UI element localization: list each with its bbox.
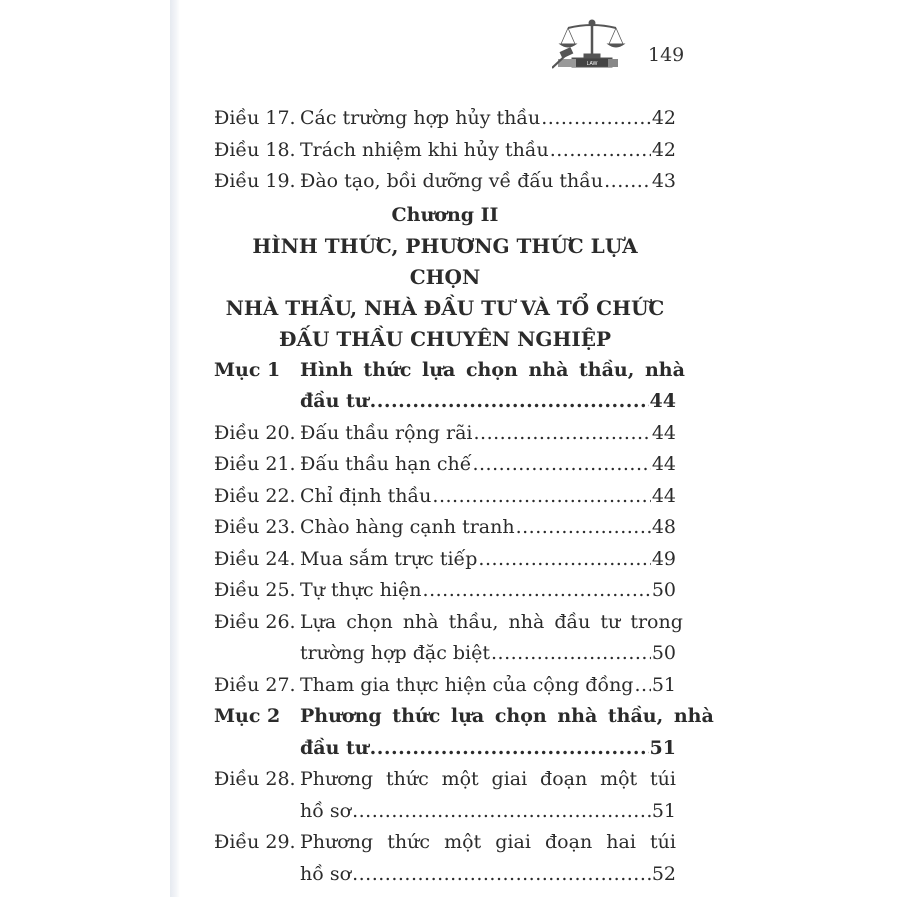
entry-label: Điều 27. xyxy=(214,673,296,696)
dot-leader xyxy=(491,638,651,670)
dot-leader xyxy=(370,733,649,765)
toc-entry-dieu-24[interactable] xyxy=(214,544,676,576)
entry-page: 49 xyxy=(651,547,676,570)
entry-page: 50 xyxy=(651,579,676,601)
scales-of-justice-icon xyxy=(552,18,632,70)
entry-title: Đào tạo, bồi dưỡng về đấu thầu xyxy=(300,170,604,192)
dot-leader xyxy=(541,103,651,135)
chapter-title-line: NHÀ THẦU, NHÀ ĐẦU TƯ VÀ TỔ CHỨC xyxy=(225,295,665,320)
dot-leader xyxy=(432,481,650,513)
entry-title: Chào hàng cạnh tranh xyxy=(300,516,515,538)
toc-entry-dieu-25[interactable] xyxy=(214,575,676,607)
toc-entry-dieu-28-cont[interactable] xyxy=(214,796,676,828)
section-page: 44 xyxy=(649,390,676,412)
toc-entry-dieu-29-cont[interactable] xyxy=(214,859,676,891)
entry-label: Điều 25. xyxy=(214,579,296,601)
entry-page: 42 xyxy=(651,138,676,161)
entry-label: Điều 24. xyxy=(214,547,296,570)
toc-entry-dieu-23[interactable] xyxy=(214,512,676,544)
page-binding-edge xyxy=(170,0,180,897)
toc-entry-dieu-27[interactable] xyxy=(214,670,676,702)
entry-title: Mua sắm trực tiếp xyxy=(300,547,478,570)
toc-entry-dieu-19[interactable] xyxy=(214,166,676,198)
dot-leader xyxy=(550,135,651,167)
entry-title: Các trường hợp hủy thầu xyxy=(300,107,541,129)
toc-entry-dieu-21[interactable] xyxy=(214,449,676,481)
dot-leader xyxy=(423,575,651,607)
entry-title: hồ sơ xyxy=(300,862,352,885)
toc-entry-dieu-29[interactable] xyxy=(214,827,676,859)
entry-title: hồ sơ xyxy=(300,799,352,822)
toc-entry-dieu-18[interactable] xyxy=(214,135,676,167)
entry-title: Tham gia thực hiện của cộng đồng xyxy=(300,673,634,696)
chapter-title-line: HÌNH THỨC, PHƯƠNG THỨC LỰA CHỌN xyxy=(252,233,638,289)
toc-section-muc-2[interactable] xyxy=(214,701,714,733)
entry-title: Phương thức một giai đoạn hai túi xyxy=(300,831,676,853)
entry-page: 48 xyxy=(651,516,676,538)
entry-label: Điều 28. xyxy=(214,768,296,790)
dot-leader xyxy=(370,386,649,418)
dot-leader xyxy=(474,418,651,450)
section-title: đầu tư xyxy=(300,736,369,759)
entry-page: 51 xyxy=(651,673,676,696)
entry-page: 44 xyxy=(651,453,676,475)
toc-section-muc-2-cont[interactable] xyxy=(214,733,676,765)
chapter-title-line: ĐẤU THẦU CHUYÊN NGHIỆP xyxy=(278,326,612,351)
entry-label: Điều 20. xyxy=(214,421,296,444)
entry-label: Điều 26. xyxy=(214,610,296,633)
section-label: Mục 1 xyxy=(214,358,281,381)
section-page: 51 xyxy=(649,736,676,759)
table-of-contents xyxy=(214,103,714,890)
entry-title: trường hợp đặc biệt xyxy=(300,642,490,664)
section-title: Hình thức lựa chọn nhà thầu, nhà xyxy=(300,358,685,381)
section-label: Mục 2 xyxy=(214,705,281,727)
entry-page: 42 xyxy=(651,107,676,129)
dot-leader xyxy=(516,512,651,544)
entry-label: Điều 21. xyxy=(214,453,296,475)
section-title: Phương thức lựa chọn nhà thầu, nhà xyxy=(300,705,714,727)
toc-section-muc-1[interactable] xyxy=(214,355,685,387)
dot-leader xyxy=(604,166,651,198)
toc-entry-dieu-22[interactable] xyxy=(214,481,676,513)
entry-label: Điều 18. xyxy=(214,138,296,161)
toc-entry-dieu-26[interactable] xyxy=(214,607,683,639)
entry-label: Điều 23. xyxy=(214,516,296,538)
entry-title: Phương thức một giai đoạn một túi xyxy=(300,768,676,790)
toc-entry-dieu-26-cont[interactable] xyxy=(214,638,676,670)
entry-title: Đấu thầu rộng rãi xyxy=(300,421,473,444)
toc-entry-dieu-20[interactable] xyxy=(214,418,676,450)
chapter-heading xyxy=(214,200,676,355)
entry-label: Điều 17. xyxy=(214,107,296,129)
entry-page: 44 xyxy=(651,421,676,444)
toc-entry-dieu-17[interactable] xyxy=(214,103,676,135)
entry-label: Điều 29. xyxy=(214,831,296,853)
entry-title: Đấu thầu hạn chế xyxy=(300,453,472,475)
entry-title: Chỉ định thầu xyxy=(300,484,432,507)
svg-text:LAW: LAW xyxy=(586,61,598,67)
entry-page: 43 xyxy=(651,170,676,192)
dot-leader xyxy=(352,796,651,828)
page-number: 149 xyxy=(648,44,685,66)
entry-title: Trách nhiệm khi hủy thầu xyxy=(300,138,549,161)
toc-entry-dieu-28[interactable] xyxy=(214,764,676,796)
section-title: đầu tư xyxy=(300,390,369,412)
entry-label: Điều 19. xyxy=(214,170,296,192)
entry-label: Điều 22. xyxy=(214,484,296,507)
toc-section-muc-1-cont[interactable] xyxy=(214,386,676,418)
entry-page: 50 xyxy=(651,642,676,664)
dot-leader xyxy=(634,670,650,702)
dot-leader xyxy=(352,859,651,891)
entry-title: Lựa chọn nhà thầu, nhà đầu tư trong xyxy=(300,610,683,633)
entry-page: 51 xyxy=(651,799,676,822)
entry-page: 44 xyxy=(651,484,676,507)
entry-title: Tự thực hiện xyxy=(300,579,422,601)
chapter-number: Chương II xyxy=(391,203,499,226)
entry-page: 52 xyxy=(651,862,676,885)
dot-leader xyxy=(472,449,650,481)
dot-leader xyxy=(478,544,650,576)
